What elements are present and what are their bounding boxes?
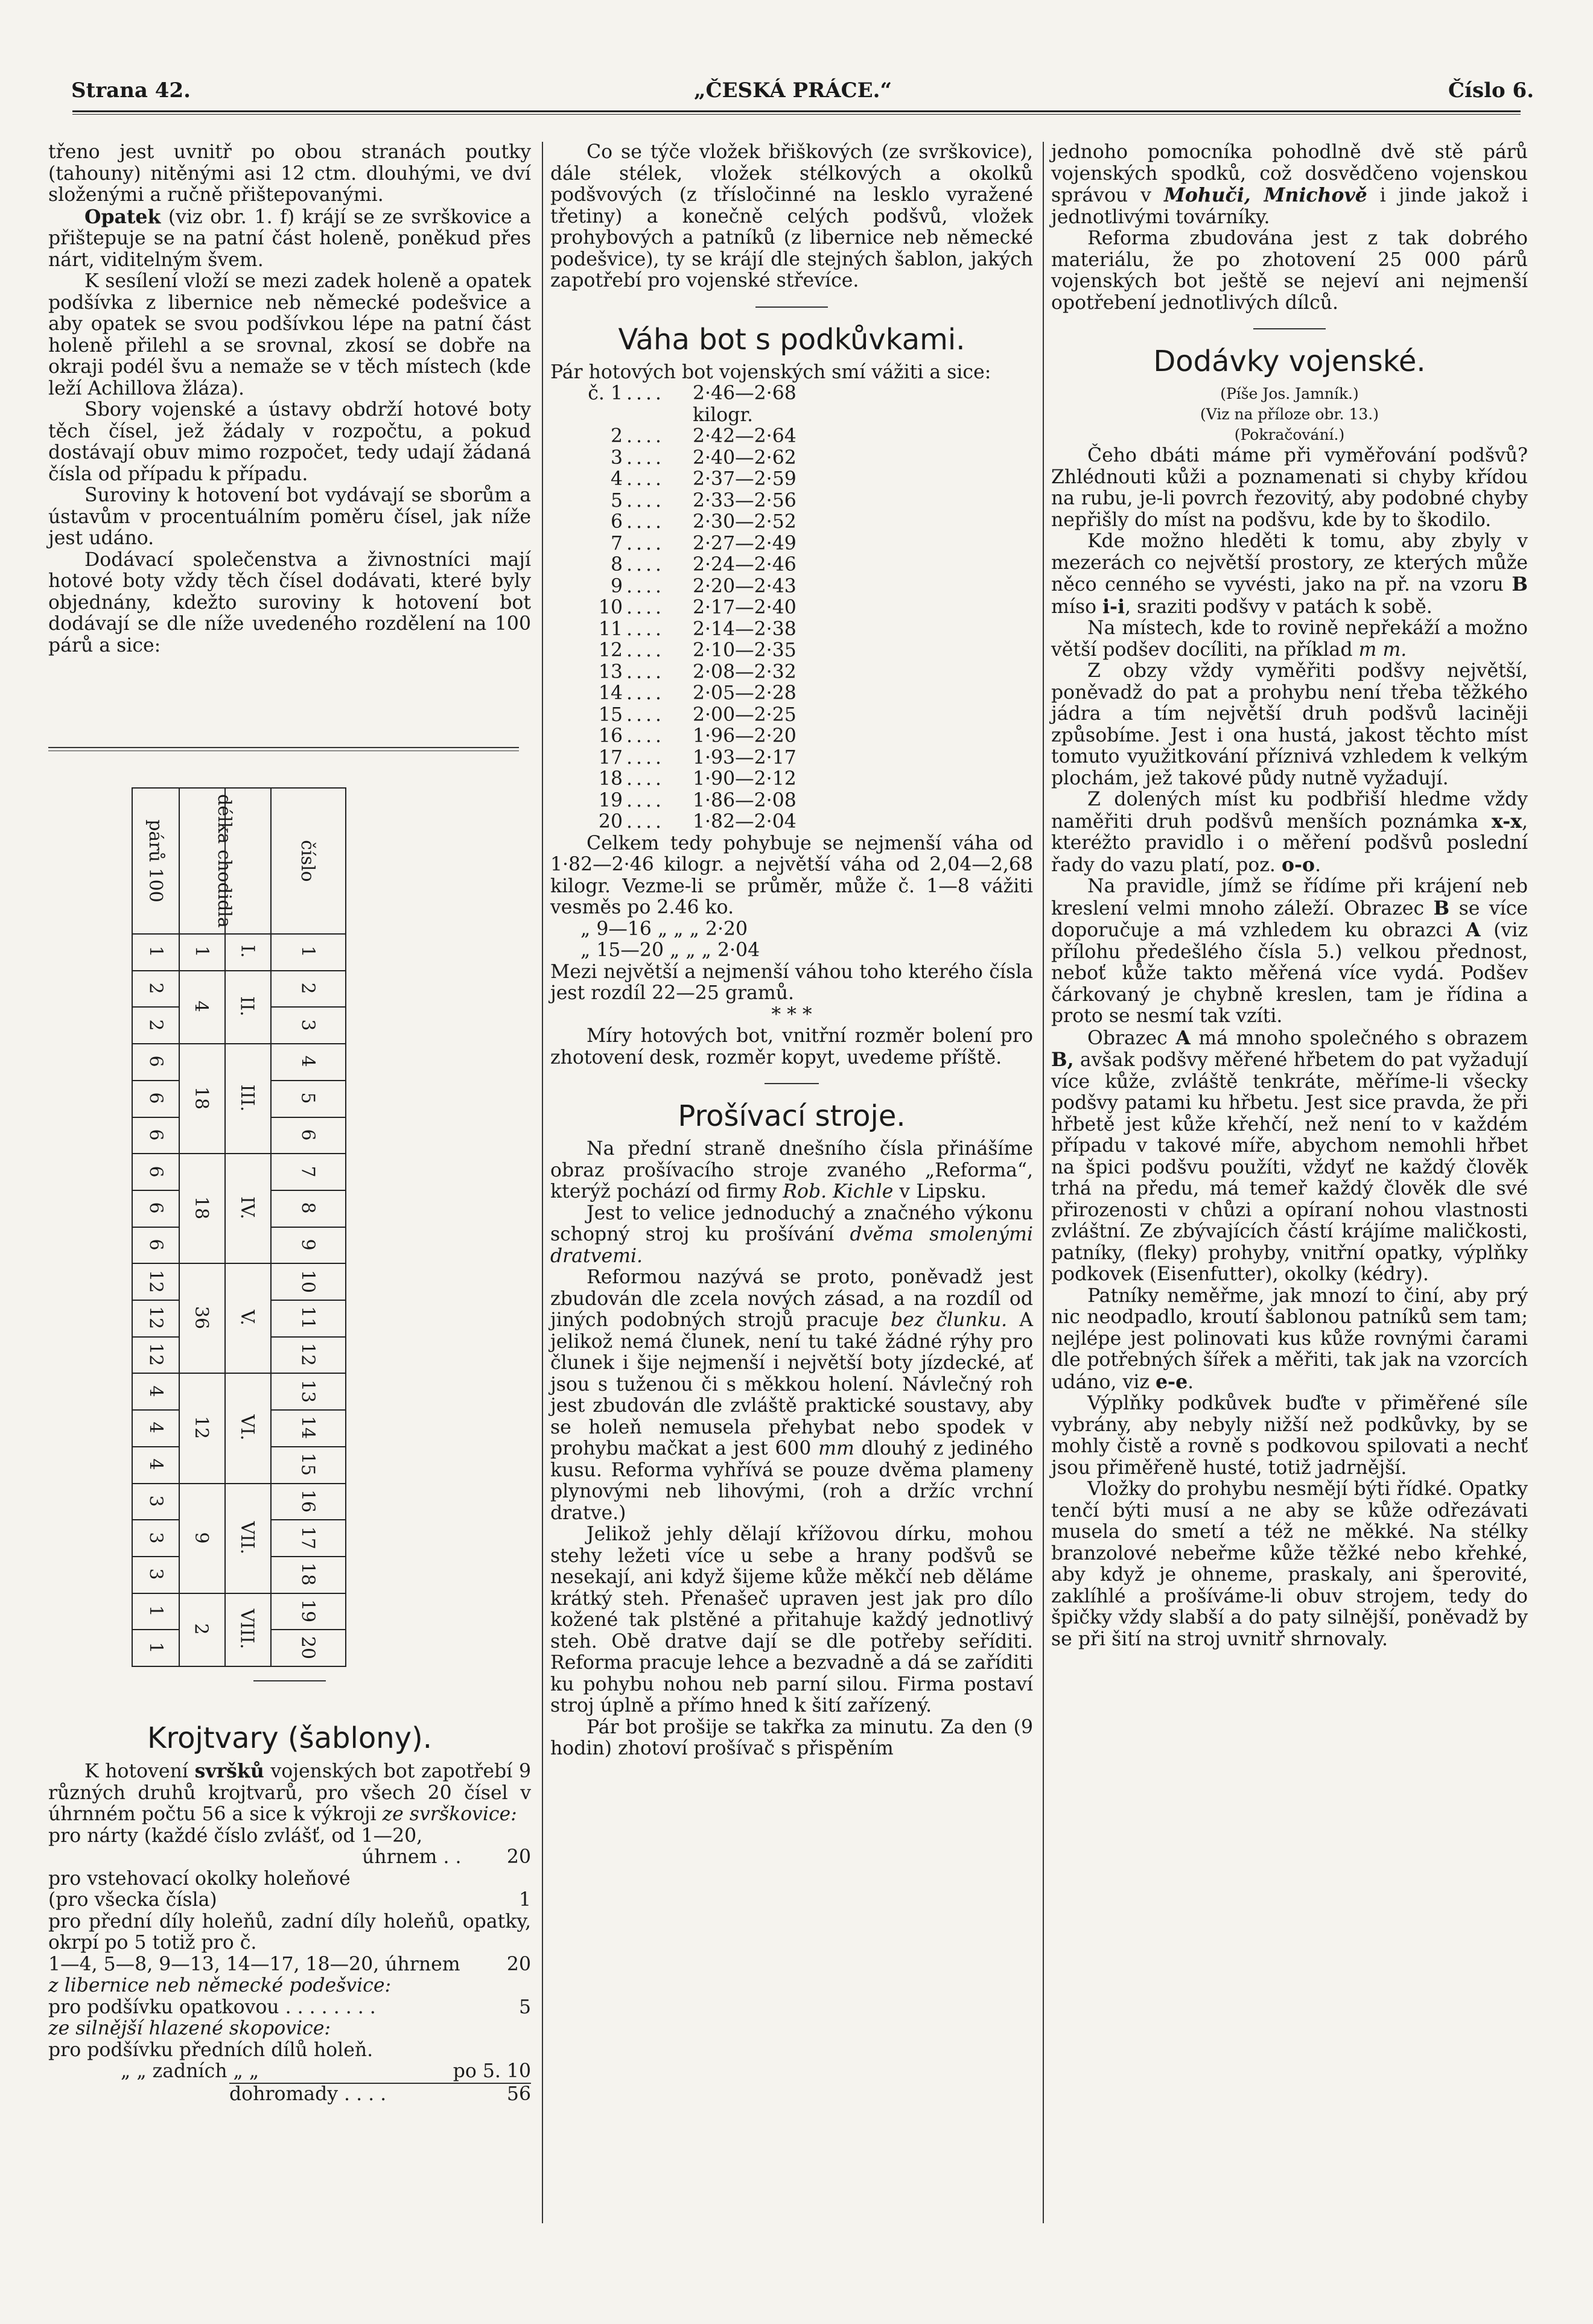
text: Na přední straně dnešního čísla přinášíme obraz prošívacího stroje zvaného „Reforma“, kterýž pochází od firmy [550,1138,1033,1202]
table-cell-number: 12 [297,1342,319,1367]
issue-number: Číslo 6. [1448,78,1534,103]
italic-text: Mohuči, Mnichově [1163,184,1367,206]
section-heading: Dodávky vojenské. [1153,344,1426,378]
mark-label: B [1512,573,1528,595]
total-row [229,2083,531,2106]
column-3 [1051,142,1528,1650]
weight-size: 14 [598,682,623,704]
table-cell-percent: 2 [191,1623,212,1635]
text: vojenských bot zapotřebí 9 různých druhů krojtvarů, pro všech 20 čísel v úhrnném počtu 56 a sice k výkroji [48,1760,532,1825]
table-cell-number: 10 [297,1269,319,1293]
weight-range: 2·20—2·43 [693,575,796,597]
text: K hotovení [84,1760,195,1782]
table-cell-number: 15 [297,1453,319,1476]
table-cell-number: 2 [297,982,319,994]
reference-line: (Viz na příloze obr. 13.) [1200,405,1379,423]
leader-dots: .... [626,618,666,640]
weight-size: 10 [598,597,623,618]
weight-row [550,469,1033,491]
table-cell-number: 5 [297,1092,319,1104]
paragraph [1051,789,1528,876]
table-cell-pairs: 6 [145,1166,167,1178]
table-header: délka chodidla [214,794,235,928]
weight-size: 6 [610,511,623,533]
paragraph [1051,1027,1528,1286]
table-cell-pairs: 1 [145,1605,167,1617]
table-cell-number: 13 [297,1379,319,1403]
table-cell-group: I. [237,945,258,959]
krojtvary-section [48,1707,531,2105]
weight-range: 2·30—2·52 [693,511,796,533]
text: dohromady . . . . [229,2083,387,2105]
table-cell-percent: 18 [191,1196,212,1220]
leader-dots: .... [626,532,666,554]
weight-range: 2·40—2·62 [693,446,796,469]
leader-dots: .... [626,383,666,404]
mark-label: x-x [1491,810,1522,833]
paragraph: Suroviny k hotovení bot vydávají se sborům a ústavům v procentuálním poměru čísel, jak níže jest udáno. [48,484,531,549]
weight-range: 2·00—2·25 [693,703,796,726]
weight-range: 1·86—2·08 [693,789,796,811]
text: Z dolených míst ku podbřiší hledme vždy naměřiti druh podšvů menších poznámka [1051,789,1528,833]
weight-range: 2·14—2·38 [693,618,796,640]
paragraph [1051,531,1528,618]
weight-range: 2·05—2·28 [693,682,796,704]
table-cell-group: II. [237,996,258,1017]
text: Kde možno hleděti k tomu, aby zbyly v mezerách co největší prostory, ze kterých může něco cenného se vyvésti, jako na př. na vzoru [1051,530,1528,595]
weight-row [550,726,1033,748]
table-cell-pairs: 12 [145,1306,167,1330]
divider [1253,328,1326,329]
paragraph: Dodávací společenstva a živnostníci mají hotové boty vždy těch čísel dodávati, které byly objednány, kdežto suroviny k hotovení bot dodávají se dle níže uvedeného rozdělení na 100 párů a sice: [48,548,531,656]
weight-range: 2·24—2·46 [693,554,796,576]
mark-label: A [1175,1026,1191,1049]
table-cell-number: 17 [297,1526,319,1549]
leader-dots: .... [626,811,666,833]
paragraph: třeno jest uvnitř po obou stranách poutky (tahouny) nitěnými asi 12 ctm. dlouhými, ve dví složenými a ručně přištepovanými. [48,141,531,206]
mark-label: i-i [1102,595,1125,618]
table-cell-pairs: 1 [145,945,167,957]
weight-size: 16 [598,725,623,747]
paragraph: Jelikož jehly dělají křížovou dírku, mohou stehy ležeti více u sebe a hrany podšvů se nesekají, ani když šijeme kůže měkčí neb děláme krátký steh. Přenašeč upraven jest jak pro dílo kožené tak plstěné a přitahuje každý jednotlivý steh. Obě dratve dají se dle potřeby seříditi. Reforma pracuje lehce a bezvadně a dá se zaříditi ku pohybu nohou neb parní silou. Firma postaví stroj úplně a přímo hned k šití zařízený. [550,1523,1033,1716]
paragraph: Sbory vojenské a ústavy obdrží hotové boty těch čísel, jež žádaly v rozpočtu, a pokud dostávají obuv mimo rozpočet, tedy udají žádaná čísla od případu k případu. [48,399,531,485]
list-item [48,2061,531,2083]
table-cell-number: 19 [297,1599,319,1623]
list-item: pro přední díly holeňů, zadní díly holeňů, opatky, okrpí po 5 totiž pro č. [48,1910,531,1954]
text: se více doporučuje a má vzhledem ku obrazci [1051,897,1528,941]
value: 5 [518,1996,531,2018]
text: Reformou nazývá se proto, poněvadž jest zbudován dle zcela nových zásad, a na rozdíl od jiných podobných strojů pracuje [550,1266,1033,1331]
section-heading: Krojtvary (šablony). [147,1721,433,1755]
weight-size: 5 [610,489,623,512]
weight-range: 2·46—2·68 kilogr. [693,383,796,426]
weight-row [550,491,1033,512]
text: Jest to velice jednoduchý a značného výkonu schopný stroj ku prošívání [550,1202,1033,1245]
weight-row [550,683,1033,705]
paragraph: Mezi největší a nejmenší váhou toho kterého čísla jest rozdíl 22—25 gramů. [550,960,1033,1004]
table-cell-percent: 18 [191,1087,212,1110]
italic-text: m m. [1358,638,1407,661]
text: pro podšívku opatkovou . . . . . . . . [48,1996,376,2018]
column-separator [542,142,543,2223]
table-header: párů 100 [145,819,167,903]
table-cell-pairs: 6 [145,1239,167,1251]
stars-separator: * * * [771,1003,812,1026]
author-line: (Píše Jos. Jamník.) [1220,385,1359,402]
text: i jinde jakož i jednotlivými továrníky. [1051,185,1528,228]
divider [765,1083,819,1084]
table-cell-percent: 1 [191,945,212,957]
weight-range: 2·08—2·32 [693,661,796,683]
table-cell-pairs: 3 [145,1532,167,1544]
weight-size: 17 [598,746,623,769]
leader-dots: .... [626,468,666,490]
table-cell-pairs: 12 [145,1342,167,1367]
paragraph: K sesílení vloží se mezi zadek holeně a opatek podšívka z libernice neb německé podešvice a aby opatek se svou podšívkou lépe na patní část holeně přilehl a se srovnal, zkosí se dobře na okraji podél švu a nemaže se v těch místech (kde leží Achillova žláza). [48,270,531,399]
weight-row [550,619,1033,641]
paragraph [550,1138,1033,1203]
header-rule-thin [72,114,1521,115]
weight-size: 13 [598,661,623,683]
paragraph [1051,142,1528,228]
leader-dots: .... [626,575,666,597]
weight-range: 1·96—2·20 [693,725,796,747]
weight-size: 3 [610,446,623,469]
weight-size: č. 1 [588,383,623,404]
weight-range: 2·42—2·64 [693,425,796,447]
list-subhead: ze silnější hlazené skopovice: [48,2018,331,2039]
list-subhead: z libernice neb německé podešvice: [48,1975,392,1996]
list-item [48,1997,531,2019]
italic-text: mm [818,1438,854,1459]
paragraph: Z obzy vždy vyměřiti podšvy největší, poněvadž do pat a prohybu není třeba těžkého jádra a tím největší druh podšvů laciněji způsobíme. Jest i ona hustá, jakost těchto míst tomuto využitkování příznivá vzhledem k velkým plochám, jež takové půdy nutně vyžadují. [1051,660,1528,789]
table-cell-number: 9 [297,1239,319,1251]
page-number: Strana 42. [71,78,191,103]
column-2 [550,142,1033,1760]
text: má mnoho společného s obrazem [1190,1027,1528,1049]
weight-row [550,769,1033,790]
paragraph: Reforma zbudována jest z tak dobrého materiálu, že po zhotovení 25 000 párů vojenských bot ještě se nejeví ani nejmenší opotřebení jednotlivých dílců. [1051,227,1528,314]
weight-range: 2·10—2·35 [693,640,796,661]
weight-size: 4 [610,468,623,490]
weight-list [550,383,1033,833]
text: . [1188,1371,1194,1393]
weight-row [550,383,1033,426]
weight-range: 2·27—2·49 [693,532,796,554]
header-rule [72,110,1521,112]
leader-dots: .... [626,789,666,811]
table-cell-percent: 9 [191,1532,212,1544]
paragraph: Pár bot prošije se takřka za minutu. Za den (9 hodin) zhotoví prošívač s přispěním [550,1716,1033,1759]
table-cell-number: 7 [297,1166,319,1178]
text: A jelikož nemá člunek, není tu také žádné rýhy pro člunek i šije nejmenší i největší boty jízdecké, ať jsou s tuženou či s měkkou holení. Návlečný roh jest zbudován dle zvláště praktické soustavy, aby se holeň nemusela přehybat nebo spodek v prohybu mačkat a jest 600 [550,1309,1033,1459]
table-cell-pairs: 6 [145,1129,167,1141]
text: „ „ zadních „ „ [121,2060,259,2082]
list-item: pro podšívku předních dílů holeň. [48,2039,374,2061]
table-cell-percent: 36 [191,1306,212,1330]
mark-label: A [1465,919,1481,941]
table-cell-pairs: 12 [145,1269,167,1293]
leader-dots: .... [626,597,666,618]
column-1 [48,142,531,656]
table-cell-group: V. [237,1310,258,1326]
weight-size: 11 [598,618,623,640]
table-header: číslo [297,840,319,882]
table-cell-group: III. [237,1084,258,1112]
table-cell-pairs: 6 [145,1055,167,1067]
table-cell-pairs: 4 [145,1421,167,1433]
leader-dots: .... [626,554,666,576]
list-item: pro vstehovací okolky holeňové [48,1867,351,1890]
column-separator [1043,142,1044,2223]
average-line: „ 15—20 „ „ „ 2·04 [580,939,760,961]
value: 20 [506,1953,531,1975]
text: Patníky neměřme, jak mnozí to činí, aby prý nic neodpadlo, kroutí šablonou patníků sem tam; nejlépe jest polinovati kus kůže rovnými čarami dle potřebných šířek a měřiti, tak jak na vzorcích udáno, viz [1051,1284,1528,1393]
table-cell-number: 1 [297,945,319,957]
paragraph [1051,1286,1528,1394]
paragraph: Pár hotových bot vojenských smí vážiti a sice: [550,361,991,383]
table-cell-group: VI. [237,1414,258,1441]
paragraph: Čeho dbáti máme při vyměřování podšvů? Zhlédnouti kůži a poznamenati si chyby křídou na rubu, je-li povrch řezovitý, aby podobné chyby nepřišly do míst na podšvu, kde by to škodilo. [1051,445,1528,531]
leader-dots: .... [626,640,666,661]
continuation-note: (Pokračování.) [1234,426,1345,443]
italic-text: dvěma smolenými dratvemi. [550,1224,1033,1267]
size-distribution-table [132,787,346,1667]
weight-row [550,554,1033,576]
weight-row [550,448,1033,469]
paragraph: Výplňky podkůvek buďte v přiměřené síle vybrány, aby nebyly nižší než podkůvky, by se mohly čistě a rovně s podkovou spilovati a nechť jsou přiměřeně husté, totiž jadrnější. [1051,1392,1528,1479]
weight-row [550,662,1033,684]
text: úhrnem . . [362,1846,462,1868]
weight-size: 12 [598,640,623,661]
average-line: „ 9—16 „ „ „ 2·20 [580,918,748,940]
text: míso [1051,595,1103,618]
table-cell-pairs: 1 [145,1642,167,1654]
mark-label: o-o [1281,853,1315,876]
table-cell-number: 18 [297,1563,319,1586]
paragraph: Míry hotových bot, vnitřní rozměr bolení pro zhotovení desk, rozměr kopyt, uvedeme příště. [550,1025,1033,1068]
value [453,2061,531,2083]
table-cell-group: IV. [237,1196,258,1220]
weight-size: 20 [598,811,623,833]
table-cell-number: 3 [297,1019,319,1031]
weight-size: 9 [610,575,623,597]
leader-dots: .... [626,489,666,512]
weight-range: 1·90—2·12 [693,768,796,790]
table-cell-number: 4 [297,1055,319,1067]
italic-text: Rob. Kichle [783,1181,894,1202]
text: 1—4, 5—8, 9—13, 14—17, 18—20, úhrnem [48,1953,460,1975]
mark-label: e-e [1156,1370,1188,1393]
paragraph [1051,876,1528,1027]
leader-dots: .... [626,661,666,683]
lead-term: Opatek [84,205,161,228]
value: 20 [506,1846,531,1868]
leader-dots: .... [626,768,666,790]
table-cell-number: 8 [297,1202,319,1214]
weight-row [550,597,1033,619]
table-cell-group: VII. [237,1521,258,1554]
paragraph: Co se týče vložek břiškových (ze svrškovice), dále stélek, vložek stélkových a okolků podšvových (z třísločinné na lesklo vyražené třetiny) a konečně celých podšvů, vložek prohybových a patníků (z libernice neb německé podešvice), ty se krájí dle stejných šablon, jakých zapotřebí pro vojenské střevíce. [550,141,1033,291]
weight-row [550,533,1033,555]
weight-row [550,512,1033,533]
text: , kteréžto pravidlo i o měření podšvů poslední řady do vazu platí, poz. [1051,810,1528,876]
italic-text: bez člunku. [890,1309,1008,1331]
weight-row [550,640,1033,662]
divider [48,747,519,748]
table-cell-number: 16 [297,1489,319,1513]
table-cell-pairs: 4 [145,1385,167,1397]
value: 56 [506,2083,531,2105]
list-item: pro nárty (každé číslo zvlášť, od 1—20, [48,1824,423,1847]
weight-range: 2·33—2·56 [693,489,796,512]
paragraph [550,1267,1033,1524]
table-cell-percent: 4 [191,1000,212,1012]
table-cell-pairs: 3 [145,1495,167,1507]
divider [253,1680,326,1681]
text: avšak podšvy měřené hřbetem do pat vyžadují více kůže, zvláště tenkráte, měříme-li všecky podšvy patami ku hřbetu. Jest sice pravda, že při hřbetě jest kůže křehčí, než není to v každém případu v takové míře, abychom nemohli hřbet na špici podšvu použíti, vždyť ne každý člověk trhá na předu, má temeř každý člověk dle své přirozenosti v chůzi a opíraní nohou vlastnosti zvláštní. Ze zbývajících částí krájíme maličkosti, patníky, (fleky) prohyby, vnitřní opatky, výplňky podkovek (Eisenfutter), okolky (kédry). [1051,1049,1528,1285]
weight-row [550,576,1033,598]
weight-range: 1·82—2·04 [693,811,796,833]
table-cell-pairs: 2 [145,982,167,994]
mark-label: B [1433,897,1450,919]
weight-size: 19 [598,789,623,811]
paragraph [550,1203,1033,1268]
table-cell-pairs: 2 [145,1019,167,1031]
section-heading: Prošívací stroje. [678,1099,906,1133]
weight-size: 15 [598,703,623,726]
list-item [48,1847,531,1868]
text: . [1315,854,1321,876]
weight-range: 1·93—2·17 [693,746,796,769]
table-cell-group: VIII. [237,1608,258,1649]
list-item [48,1890,531,1911]
leader-dots: .... [626,725,666,747]
text: , sraziti podšvy v patách k sobě. [1125,595,1432,618]
text: Na pravidle, jímž se řídíme při krájení neb kreslení velmi mnoho záleží. Obrazec [1051,875,1528,919]
text: Na místech, kde to rovině nepřekáží a možno větší podšev docíliti, na příklad [1051,617,1528,661]
table-cell-number: 11 [297,1306,319,1330]
leader-dots: .... [626,446,666,469]
weight-row [550,426,1033,448]
lead-term: svršků [194,1760,264,1782]
weight-size: 18 [598,768,623,790]
table-cell-number: 14 [297,1416,319,1440]
table-cell-number: 6 [297,1129,319,1141]
paragraph [48,206,531,271]
list-item [48,1954,531,1976]
table-cell-pairs: 3 [145,1568,167,1580]
paragraph: Vložky do prohybu nesmějí býti řídké. Opatky tenčí býti musí a ne aby se kůže odřezávati musela do smetí a též ne měkké. Na stélky branzolové nebeřme kůže těžké nebo křehké, aby když je ohneme, praskaly, ani šperovité, zaklíhlé a prošíváme-li obuv strojem, tedy do špičky vždy slabší a do paty silnější, poněvadž by se při šití na stroj uvnitř shrnovaly. [1051,1478,1528,1650]
table-cell-pairs: 6 [145,1092,167,1104]
weight-size: 7 [610,532,623,554]
mark-label: B, [1051,1049,1074,1071]
divider [755,306,828,308]
value-number: 10 [506,2060,531,2082]
leader-dots: .... [626,703,666,726]
leader-dots: .... [626,425,666,447]
section-heading: Váha bot s podkůvkami. [618,322,965,357]
paragraph [48,1760,531,1826]
paragraph: Celkem tedy pohybuje se nejmenší váha od 1·82—2·46 kilogr. a největší váha od 2,04—2,68 kilogr. Vezme-li se průměr, může č. 1—8 vážiti vesměs po 2.46 ko. [550,832,1033,918]
weight-size: 8 [610,554,623,576]
weight-size: 2 [610,425,623,447]
table-cell-percent: 12 [191,1416,212,1440]
paragraph-text: (viz obr. 1. f) krájí se ze svrškovice a přištepuje se na patní část holeně, poněkud přes nárt, viditelným švem. [48,206,531,271]
paragraph [1051,618,1528,661]
italic-text: ze svrškovice: [382,1803,517,1825]
text: v Lipsku. [893,1181,987,1202]
weight-row [550,748,1033,769]
weight-range: 2·37—2·59 [693,468,796,490]
table-cell-pairs: 4 [145,1458,167,1470]
table-cell-pairs: 6 [145,1202,167,1214]
text: (viz přílohu předešlého čísla 5.) velkou přednost, neboť kůže takto měřená více vydá. Podšev čárkovaný je chybně kreslen, tam je řídina a proto se nesmí tak vzíti. [1051,919,1528,1027]
leader-dots: .... [626,682,666,704]
text: Obrazec [1087,1027,1176,1049]
leader-dots: .... [626,511,666,533]
value: 1 [518,1889,531,1911]
leader-dots: .... [626,746,666,769]
text: jednoho pomocníka pohodlně dvě stě párů vojenských spodků, což dosvědčeno vojenskou správou v [1051,141,1528,206]
weight-row [550,705,1033,726]
table-cell-number: 20 [297,1636,319,1659]
text: (pro všecka čísla) [48,1889,217,1911]
weight-range: 2·17—2·40 [693,597,796,618]
weight-row [550,811,1033,833]
text: dlouhý z jediného kusu. Reforma vyhřívá se pouze dvěma plameny plynovými neb lihovými, (roh a držíc vrchní dratve.) [550,1438,1033,1524]
weight-row [550,790,1033,812]
value-label: po 5. [453,2060,501,2082]
journal-title: „ČESKÁ PRÁCE.“ [694,78,892,103]
